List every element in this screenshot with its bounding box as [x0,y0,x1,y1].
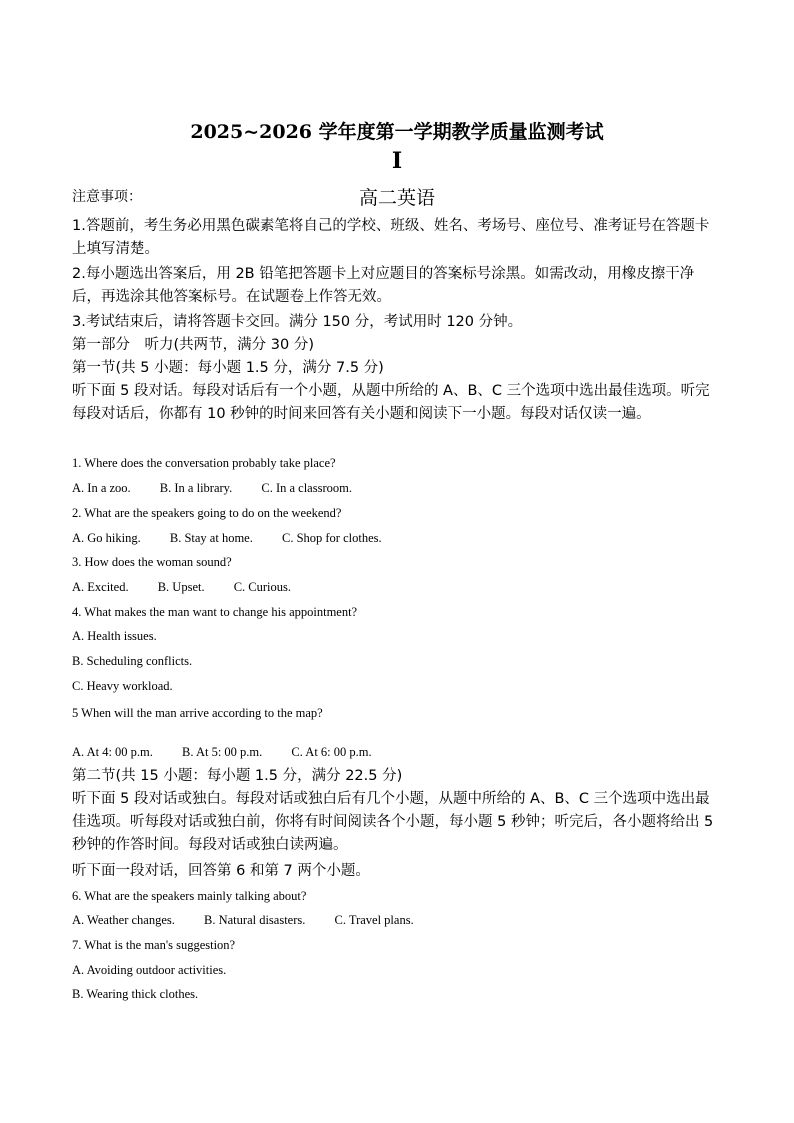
notice-label: 注意事项： [72,189,142,205]
option-c: C. Travel plans. [334,913,414,927]
section2-description: 听下面 5 段对话或独白。每段对话或独白后有几个小题，从题中所给的 A、B、C 三个选项中选出最佳选项。听每段对话或独白前，你将有时间阅读各个小题，每小题 5 秒钟；听完后，各小题将给出 5 秒钟的作答时间。每段对话或独白读两遍。 [72,791,714,853]
section1-heading: 第一节(共 5 小题：每小题 1.5 分，满分 7.5 分) [72,360,384,376]
instruction-2: 2.每小题选出答案后，用 2B 铅笔把答题卡上对应题目的答案标号涂黑。如需改动，用橡皮擦干净后，再选涂其他答案标号。在试题卷上作答无效。 [72,266,695,305]
option-a: A. Go hiking. [72,531,141,545]
section1-description: 听下面 5 段对话。每段对话后有一个小题，从题中所给的 A、B、C 三个选项中选出最佳选项。听完每段对话后，你都有 10 秒钟的时间来回答有关小题和阅读下一小题。每段对话仅读一遍。 [72,383,710,422]
option-c: C. Curious. [233,580,292,594]
section2-heading: 第二节(共 15 小题：每小题 1.5 分，满分 22.5 分) [72,768,403,784]
instruction-1: 1.答题前，考生务必用黑色碳素笔将自己的学校、班级、姓名、考场号、座位号、准考证号在答题卡上填写清楚。 [72,218,710,257]
option-b: B. Natural disasters. [204,913,306,927]
instruction-3: 3.考试结束后，请将答题卡交回。满分 150 分，考试用时 120 分钟。 [72,314,523,330]
option-b: B. Stay at home. [169,531,253,545]
option-b: B. At 5: 00 p.m. [182,745,263,759]
option-c: C. At 6: 00 p.m. [291,745,372,759]
option-c: C. Shop for clothes. [281,531,382,545]
section2-subheading: 听下面一段对话，回答第 6 和第 7 两个小题。 [72,863,370,879]
question-4: 4. What makes the man want to change his appointment? [72,605,358,619]
question-1: 1. Where does the conversation probably take place? [72,456,336,470]
question-5-options [72,745,398,760]
option-b: B. Upset. [157,580,205,594]
part1-heading: 第一部分 听力(共两节，满分 30 分) [72,337,314,353]
exam-title: 2025~2026 学年度第一学期教学质量监测考试 [190,121,604,143]
option-a: A. Excited. [72,580,129,594]
option-b: B. Scheduling conflicts. [72,654,193,668]
subject-title: 高二英语 [358,187,435,209]
question-6-options [72,913,440,928]
option-c: C. In a classroom. [261,481,352,495]
option-a: A. Weather changes. [72,913,175,927]
question-1-options [72,481,378,496]
question-6: 6. What are the speakers mainly talking about? [72,889,307,903]
title-numeral: I [391,148,403,174]
question-3-options [72,580,317,595]
question-2-options [72,531,408,546]
option-a: A. Avoiding outdoor activities. [72,963,227,977]
option-a: A. Health issues. [72,629,157,643]
option-a: A. In a zoo. [72,481,131,495]
option-b: B. Wearing thick clothes. [72,987,199,1001]
question-7: 7. What is the man's suggestion? [72,938,236,952]
question-5: 5 When will the man arrive according to the map? [72,706,323,720]
option-c: C. Heavy workload. [72,679,173,693]
option-a: A. At 4: 00 p.m. [72,745,153,759]
question-2: 2. What are the speakers going to do on the weekend? [72,506,342,520]
question-3: 3. How does the woman sound? [72,555,232,569]
option-b: B. In a library. [159,481,233,495]
